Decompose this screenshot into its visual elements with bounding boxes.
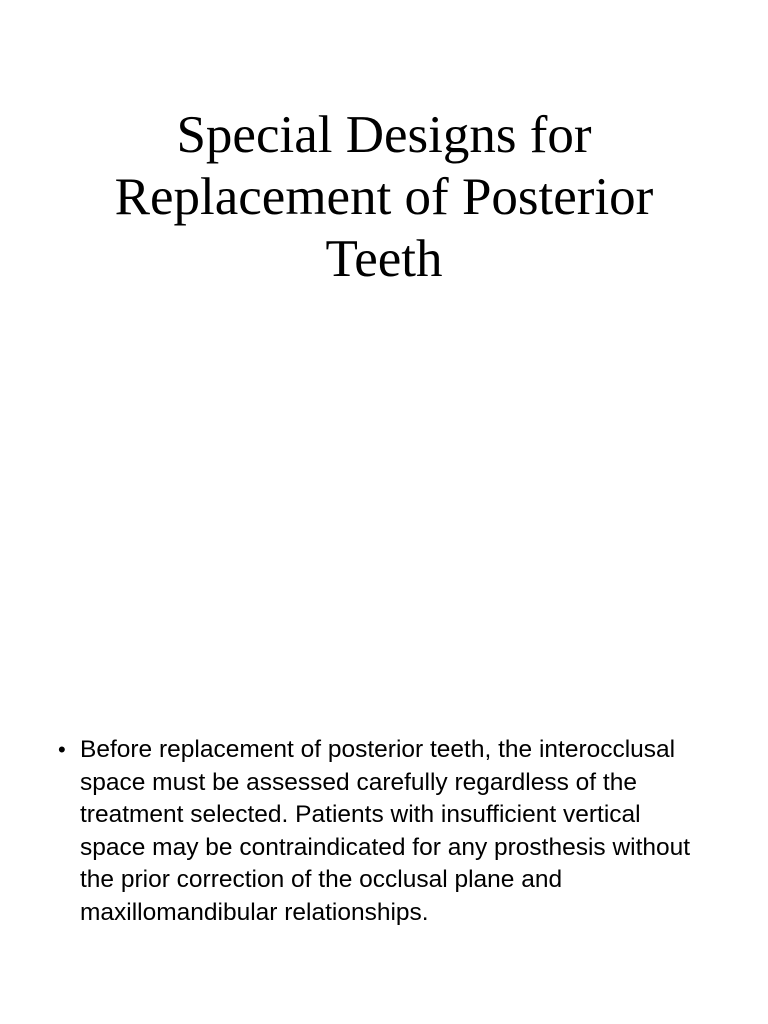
slide-title: Special Designs for Replacement of Posterior Teeth	[114, 106, 654, 288]
bullet-marker: •	[58, 737, 66, 762]
bullet-text: Before replacement of posterior teeth, the interocclusal space must be assessed carefully regardless of the treatment selected. Patients with insufficient vertical space may be contraindicated for any prosthesis without the prior correction of the occlusal plane and maxillomandibular relationships.	[80, 736, 691, 926]
bullet-list	[56, 734, 706, 929]
bullet-item	[56, 734, 706, 929]
